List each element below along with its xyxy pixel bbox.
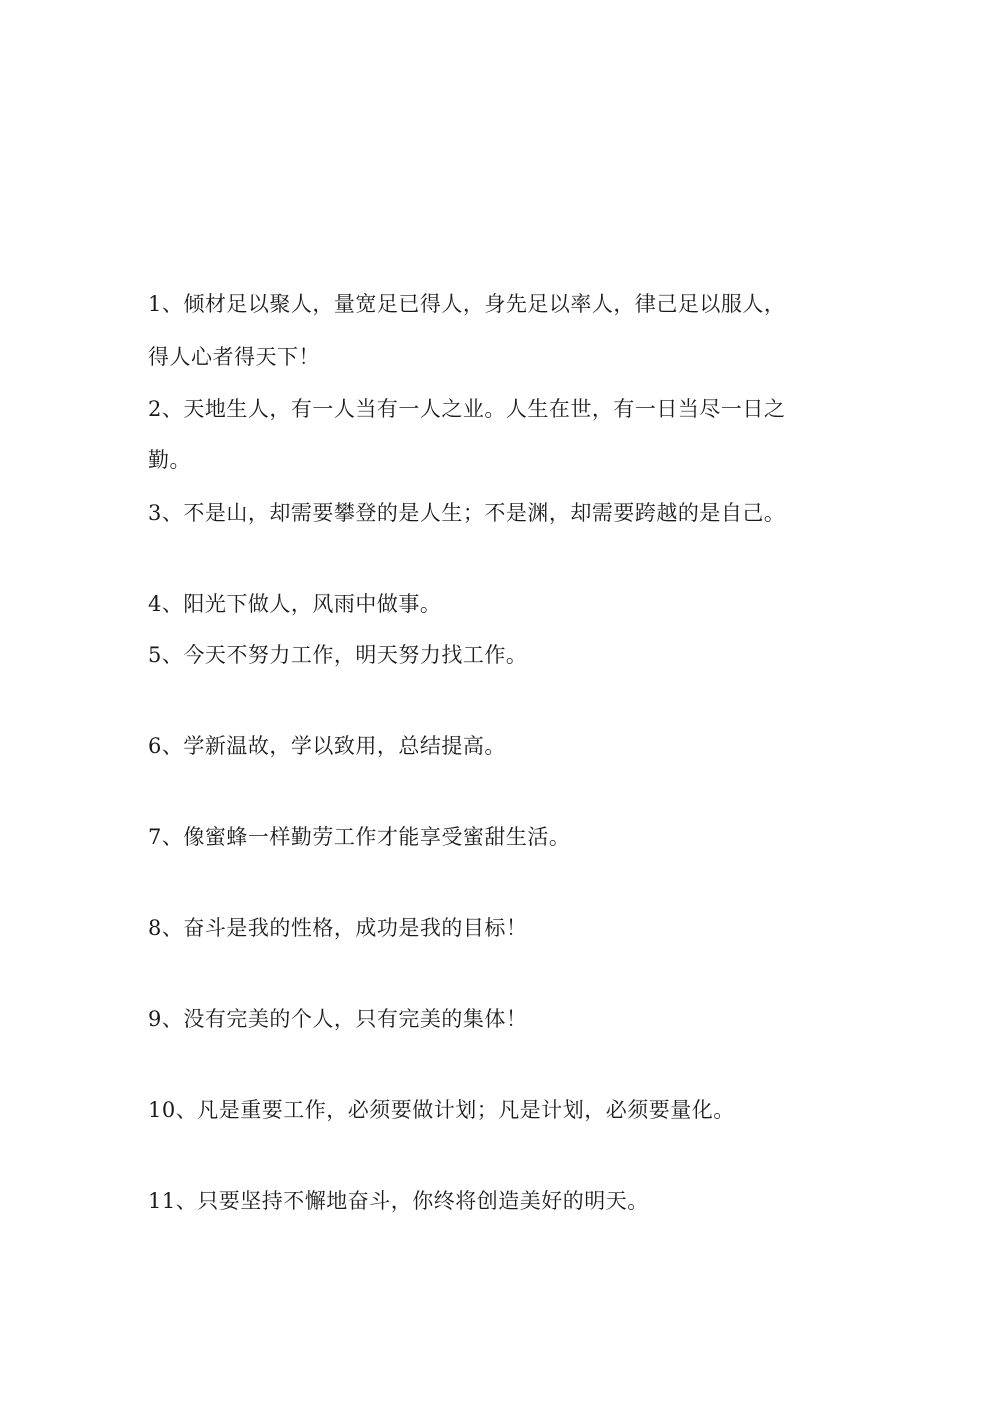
quote-2-line-2: 勤。 (148, 448, 191, 472)
quote-5: 5、今天不努力工作，明天努力找工作。 (148, 643, 528, 667)
quote-1-line-2: 得人心者得天下！ (148, 345, 320, 369)
quote-11: 11、只要坚持不懈地奋斗，你终将创造美好的明天。 (148, 1189, 649, 1213)
quote-4: 4、阳光下做人，风雨中做事。 (148, 592, 442, 616)
quote-8: 8、奋斗是我的性格，成功是我的目标！ (148, 916, 528, 940)
quote-3: 3、不是山，却需要攀登的是人生；不是渊，却需要跨越的是自己。 (148, 501, 786, 525)
quote-2-line-1: 2、天地生人，有一人当有一人之业。人生在世，有一日当尽一日之 (148, 397, 786, 421)
quote-9: 9、没有完美的个人，只有完美的集体！ (148, 1007, 528, 1031)
quote-10: 10、凡是重要工作，必须要做计划；凡是计划，必须要量化。 (148, 1098, 735, 1122)
quote-1-line-1: 1、倾材足以聚人，量宽足已得人，身先足以率人，律己足以服人， (148, 292, 786, 316)
quote-7: 7、像蜜蜂一样勤劳工作才能享受蜜甜生活。 (148, 825, 571, 849)
quote-6: 6、学新温故，学以致用，总结提高。 (148, 734, 506, 758)
